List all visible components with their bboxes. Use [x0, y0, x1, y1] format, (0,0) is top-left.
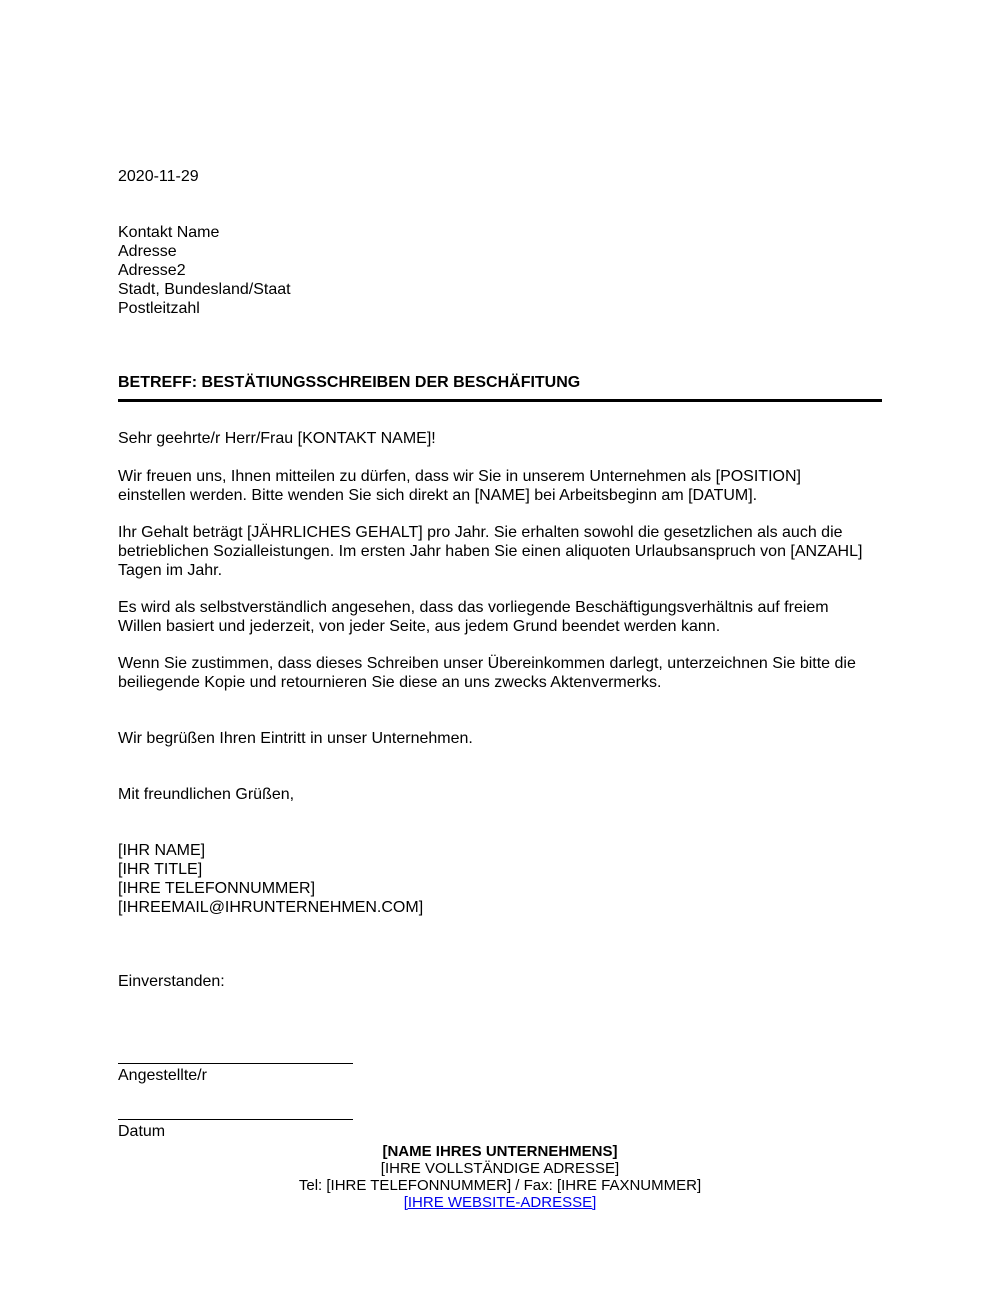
recipient-city-state: Stadt, Bundesland/Staat [118, 281, 291, 298]
welcome-line [118, 729, 888, 748]
welcome-text: Wir begrüßen Ihren Eintritt in unser Unternehmen. [118, 730, 473, 747]
footer-company-name: [NAME IHRES UNTERNEHMENS] [382, 1143, 618, 1160]
subject-divider [118, 399, 882, 402]
agreement-label [118, 972, 888, 991]
employee-signature-line [118, 1063, 353, 1064]
salutation-text: Sehr geehrte/r Herr/Frau [KONTAKT NAME]! [118, 430, 436, 447]
employee-signature-label: Angestellte/r [118, 1067, 207, 1084]
closing-text: Mit freundlichen Grüßen, [118, 786, 295, 803]
paragraph-line: Ihr Gehalt beträgt [JÄHRLICHES GEHALT] pro Jahr. Sie erhalten sowohl die gesetzlichen als auch die [118, 524, 843, 541]
recipient-address-block [118, 223, 291, 318]
sender-email: [IHREEMAIL@IHRUNTERNEHMEN.COM] [118, 899, 424, 916]
recipient-name: Kontakt Name [118, 224, 220, 241]
footer-website-link[interactable]: [IHRE WEBSITE-ADRESSE] [403, 1194, 597, 1211]
letter-date: 2020-11-29 [118, 168, 199, 185]
sender-signature-block [118, 841, 888, 917]
letter-subject: BETREFF: BESTÄTIUNGSSCHREIBEN DER BESCHÄFITUNG [118, 374, 581, 391]
sender-title: [IHR TITLE] [118, 861, 203, 878]
date-signature-label: Datum [118, 1123, 166, 1140]
closing-line [118, 785, 888, 804]
body-paragraph-2 [118, 523, 888, 580]
footer [0, 1143, 1000, 1211]
sender-phone: [IHRE TELEFONNUMMER] [118, 880, 316, 897]
body-paragraph-1 [118, 467, 888, 505]
paragraph-line: beiliegende Kopie und retournieren Sie diese an uns zwecks Aktenvermerks. [118, 674, 662, 691]
footer-address: [IHRE VOLLSTÄNDIGE ADRESSE] [380, 1160, 620, 1177]
agreement-text: Einverstanden: [118, 973, 225, 990]
body-paragraph-3 [118, 598, 888, 636]
paragraph-line: Es wird als selbstverständlich angesehen, dass das vorliegende Beschäftigungsverhältnis auf freiem [118, 599, 829, 616]
sender-name: [IHR NAME] [118, 842, 206, 859]
paragraph-line: Willen basiert und jederzeit, von jeder Seite, aus jedem Grund beendet werden kann. [118, 618, 721, 635]
recipient-postal-code: Postleitzahl [118, 300, 200, 317]
salutation [118, 429, 888, 448]
recipient-address-line-1: Adresse [118, 243, 177, 260]
paragraph-line: Wenn Sie zustimmen, dass dieses Schreiben unser Übereinkommen darlegt, unterzeichnen Sie bitte die [118, 655, 856, 672]
footer-contact: Tel: [IHRE TELEFONNUMMER] / Fax: [IHRE FAXNUMMER] [298, 1177, 702, 1194]
paragraph-line: einstellen werden. Bitte wenden Sie sich direkt an [NAME] bei Arbeitsbeginn am [DATUM]. [118, 487, 758, 504]
recipient-address-line-2: Adresse2 [118, 262, 186, 279]
paragraph-line: Tagen im Jahr. [118, 562, 223, 579]
paragraph-line: Wir freuen uns, Ihnen mitteilen zu dürfen, dass wir Sie in unserem Unternehmen als [POSITION] [118, 468, 801, 485]
body-paragraph-4 [118, 654, 888, 692]
date-signature-line [118, 1119, 353, 1120]
paragraph-line: betrieblichen Sozialleistungen. Im ersten Jahr haben Sie einen aliquoten Urlaubsanspruch von [ANZAHL] [118, 543, 863, 560]
